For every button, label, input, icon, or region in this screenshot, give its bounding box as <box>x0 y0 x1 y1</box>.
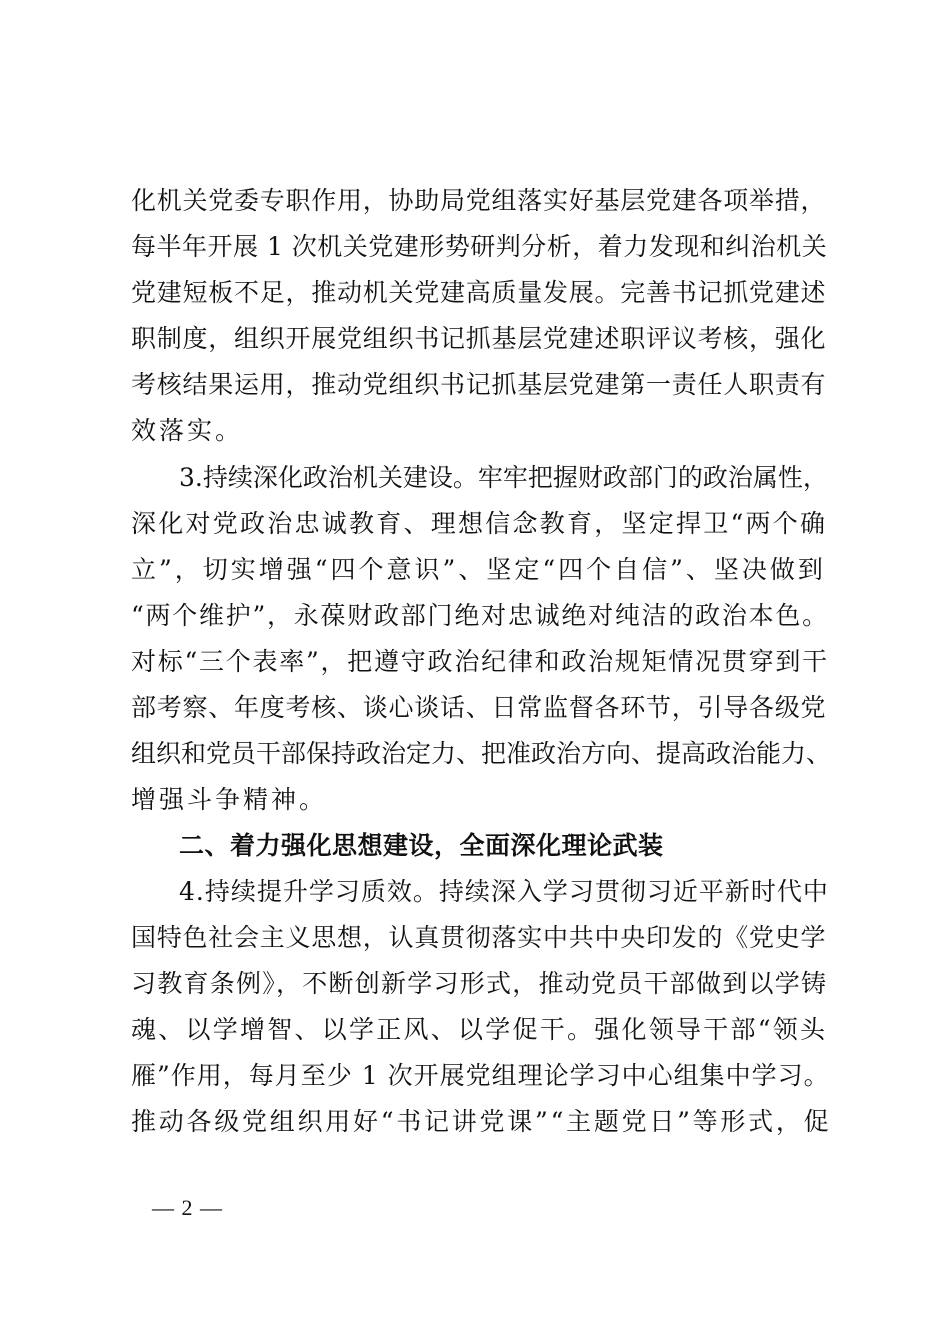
text-line: 化机关党委专职作用，协助局党组落实好基层党建各项举措， <box>131 186 827 215</box>
text-line: 增强斗争精神。 <box>131 785 328 814</box>
section-heading: 二、着力强化思想建设，全面深化理论武装 <box>179 831 664 860</box>
text-line: 魂、以学增智、以学正风、以学促干。强化领导干部“领头 <box>131 1015 828 1044</box>
text-line: 每半年开展 1 次机关党建形势研判分析，着力发现和纠治机关 <box>131 232 828 261</box>
text-line: 立”，切实增强“四个意识”、坚定“四个自信”、坚决做到 <box>131 555 826 584</box>
text-line: “两个维护”，永葆财政部门绝对忠诚绝对纯洁的政治本色。 <box>131 601 829 630</box>
text-line: 效落实。 <box>131 416 244 445</box>
paragraph-4-first-line: 4.持续提升学习质效。持续深入学习贯彻习近平新时代中 <box>179 877 829 906</box>
text-line: 习教育条例》，不断创新学习形式，推动党员干部做到以学铸 <box>131 969 828 998</box>
paragraph-3-first-line: 3.持续深化政治机关建设。牢牢把握财政部门的政治属性， <box>179 463 828 492</box>
text-line: 深化对党政治忠诚教育、理想信念教育，坚定捍卫“两个确 <box>131 509 828 538</box>
text-line: 部考察、年度考核、谈心谈话、日常监督各环节，引导各级党 <box>131 693 827 722</box>
page-number: — 2 — <box>152 1195 223 1220</box>
text-line: 组织和党员干部保持政治定力、把准政治方向、提高政治能力、 <box>131 739 832 768</box>
text-line: 国特色社会主义思想，认真贯彻落实中共中央印发的《党史学 <box>131 923 827 952</box>
text-line: 党建短板不足，推动机关党建高质量发展。完善书记抓党建述 <box>131 278 827 307</box>
text-line: 雁”作用，每月至少 1 次开展党组理论学习中心组集中学习。 <box>131 1061 830 1090</box>
text-line: 推动各级党组织用好“书记讲党课”“主题党日”等形式，促 <box>131 1107 832 1136</box>
text-line: 职制度，组织开展党组织书记抓基层党建述职评议考核，强化 <box>131 324 827 353</box>
text-line: 对标“三个表率”，把遵守政治纪律和政治规矩情况贯穿到干 <box>131 647 829 676</box>
text-line: 考核结果运用，推动党组织书记抓基层党建第一责任人职责有 <box>131 370 827 399</box>
